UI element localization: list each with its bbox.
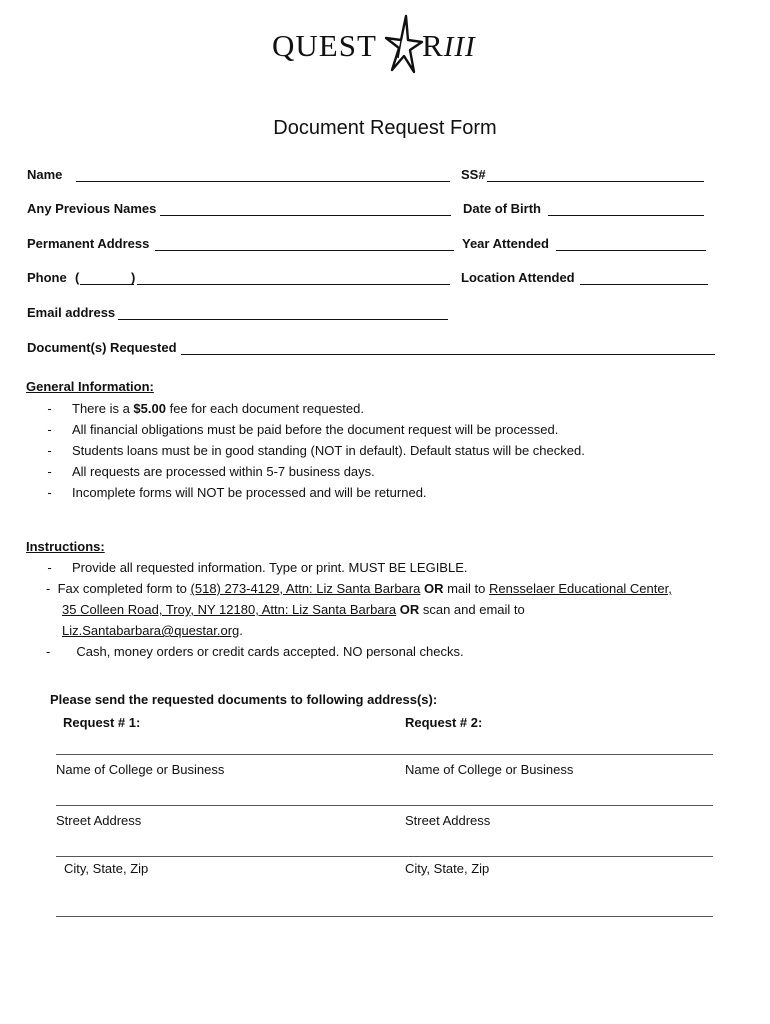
fee-amount: $5.00 (133, 401, 166, 416)
previous-names-field[interactable] (160, 215, 451, 216)
city-line[interactable] (56, 856, 713, 857)
logo-roman: III (443, 31, 476, 63)
city-1-label: City, State, Zip (64, 861, 149, 876)
general-info-list (27, 398, 585, 503)
college-line[interactable] (56, 754, 713, 755)
college-1-label: Name of College or Business (56, 762, 225, 777)
send-heading: Please send the requested documents to following address(s): (50, 692, 438, 707)
previous-names-label: Any Previous Names (27, 201, 157, 216)
email-field[interactable] (118, 319, 448, 320)
phone-label: Phone (27, 270, 67, 285)
documents-requested-field[interactable] (181, 354, 715, 355)
bottom-line[interactable] (56, 916, 713, 917)
list-item-continued: Liz.Santabarbara@questar.org. (62, 623, 243, 638)
ss-field[interactable] (487, 181, 704, 182)
logo-text-left: QUEST (272, 28, 377, 63)
phone-paren-open: ( (75, 270, 80, 285)
mail-address-link[interactable]: Rensselaer Educational Center, (489, 581, 672, 596)
documents-requested-label: Document(s) Requested (27, 340, 177, 355)
list-item: - There is a $5.00 fee for each document requested. (47, 401, 364, 416)
year-attended-label: Year Attended (462, 236, 549, 251)
general-info-heading: General Information: (26, 379, 154, 394)
list-item: - Provide all requested information. Type or print. MUST BE LEGIBLE. (47, 560, 468, 575)
instructions-heading: Instructions: (26, 539, 105, 554)
request-2-label: Request # 2: (405, 715, 483, 730)
request-1-label: Request # 1: (63, 715, 141, 730)
list-item: - Cash, money orders or credit cards accepted. NO personal checks. (46, 644, 464, 659)
star-icon (384, 14, 424, 76)
questar-logo (272, 14, 502, 76)
list-item: - Incomplete forms will NOT be processed and will be returned. (47, 485, 427, 500)
name-label: Name (27, 167, 63, 182)
street-address-link[interactable]: 35 Colleen Road, Troy, NY 12180, Attn: Liz Santa Barbara (62, 602, 397, 617)
fax-number-link[interactable]: (518) 273-4129, Attn: Liz Santa Barbara (190, 581, 421, 596)
list-item: - All financial obligations must be paid before the document request will be processed. (47, 422, 559, 437)
street-2-label: Street Address (405, 813, 491, 828)
list-item: - Fax completed form to (518) 273-4129, Attn: Liz Santa Barbara OR mail to Rensselaer Educational Center, (46, 581, 672, 596)
permanent-address-label: Permanent Address (27, 236, 150, 251)
logo-text-right: R (422, 28, 444, 63)
list-item-continued: 35 Colleen Road, Troy, NY 12180, Attn: Liz Santa Barbara OR scan and email to (62, 602, 525, 617)
list-item: - Students loans must be in good standing (NOT in default). Default status will be checked. (47, 443, 585, 458)
year-attended-field[interactable] (556, 250, 706, 251)
list-item: - All requests are processed within 5-7 business days. (47, 464, 375, 479)
email-label: Email address (27, 305, 116, 320)
dob-label: Date of Birth (463, 201, 541, 216)
name-field[interactable] (76, 181, 450, 182)
page-title: Document Request Form (273, 117, 497, 139)
phone-paren-close: ) (131, 270, 136, 285)
street-1-label: Street Address (56, 813, 142, 828)
phone-number-field[interactable] (137, 284, 450, 285)
location-attended-label: Location Attended (461, 270, 575, 285)
college-2-label: Name of College or Business (405, 762, 574, 777)
street-line[interactable] (56, 805, 713, 806)
phone-area-code-field[interactable] (80, 284, 134, 285)
dob-field[interactable] (548, 215, 704, 216)
permanent-address-field[interactable] (155, 250, 454, 251)
location-attended-field[interactable] (580, 284, 708, 285)
city-2-label: City, State, Zip (405, 861, 490, 876)
ss-label: SS# (461, 167, 486, 182)
email-link[interactable]: Liz.Santabarbara@questar.org (62, 623, 240, 638)
